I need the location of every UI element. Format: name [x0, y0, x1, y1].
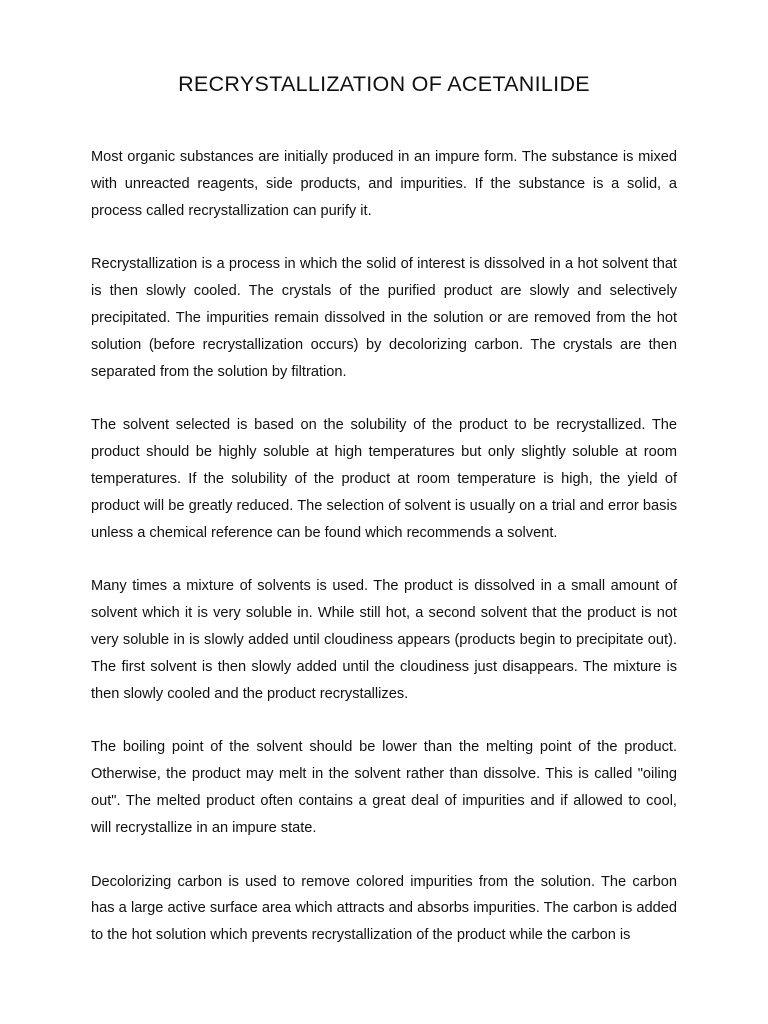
paragraph-boiling-point: The boiling point of the solvent should be lower than the melting point of the product. Otherwise, the product may melt in the solvent rather than dissolve. This is called "oiling out". The melted product often contains a great deal of impurities and if allowed to cool, will recrystallize in an impure state.	[91, 739, 677, 836]
paragraph-solvent-mixture: Many times a mixture of solvents is used. The product is dissolved in a small amount of solvent which it is very soluble in. While still hot, a second solvent that the product is not very soluble in is slowly added until cloudiness appears (products begin to precipitate out). The first solvent is then slowly added until the cloudiness just disappears. The mixture is then slowly cooled and the product recrystallizes.	[91, 578, 677, 702]
paragraph-intro: Most organic substances are initially produced in an impure form. The substance is mixed with unreacted reagents, side products, and impurities. If the substance is a solid, a process called recrystallization can purify it.	[91, 149, 677, 219]
paragraph-decolorizing-carbon: Decolorizing carbon is used to remove colored impurities from the solution. The carbon has a large active surface area which attracts and absorbs impurities. The carbon is added to the hot solution which prevents recrystallization of the product while the carbon is	[91, 873, 677, 944]
paragraph-recrystallization-process: Recrystallization is a process in which the solid of interest is dissolved in a hot solvent that is then slowly cooled. The crystals of the purified product are slowly and selectively precipitated. The impurities remain dissolved in the solution or are removed from the hot solution (before recrystallization occurs) by decolorizing carbon. The crystals are then separated from the solution by filtration.	[91, 256, 677, 380]
paragraph-solvent-selection: The solvent selected is based on the solubility of the product to be recrystallized. The product should be highly soluble at high temperatures but only slightly soluble at room temperatures. If the solubility of the product at room temperature is high, the yield of product will be greatly reduced. The selection of solvent is usually on a trial and error basis unless a chemical reference can be found which recommends a solvent.	[91, 417, 677, 541]
document-body	[91, 144, 677, 949]
document-title: RECRYSTALLIZATION OF ACETANILIDE	[178, 72, 590, 96]
